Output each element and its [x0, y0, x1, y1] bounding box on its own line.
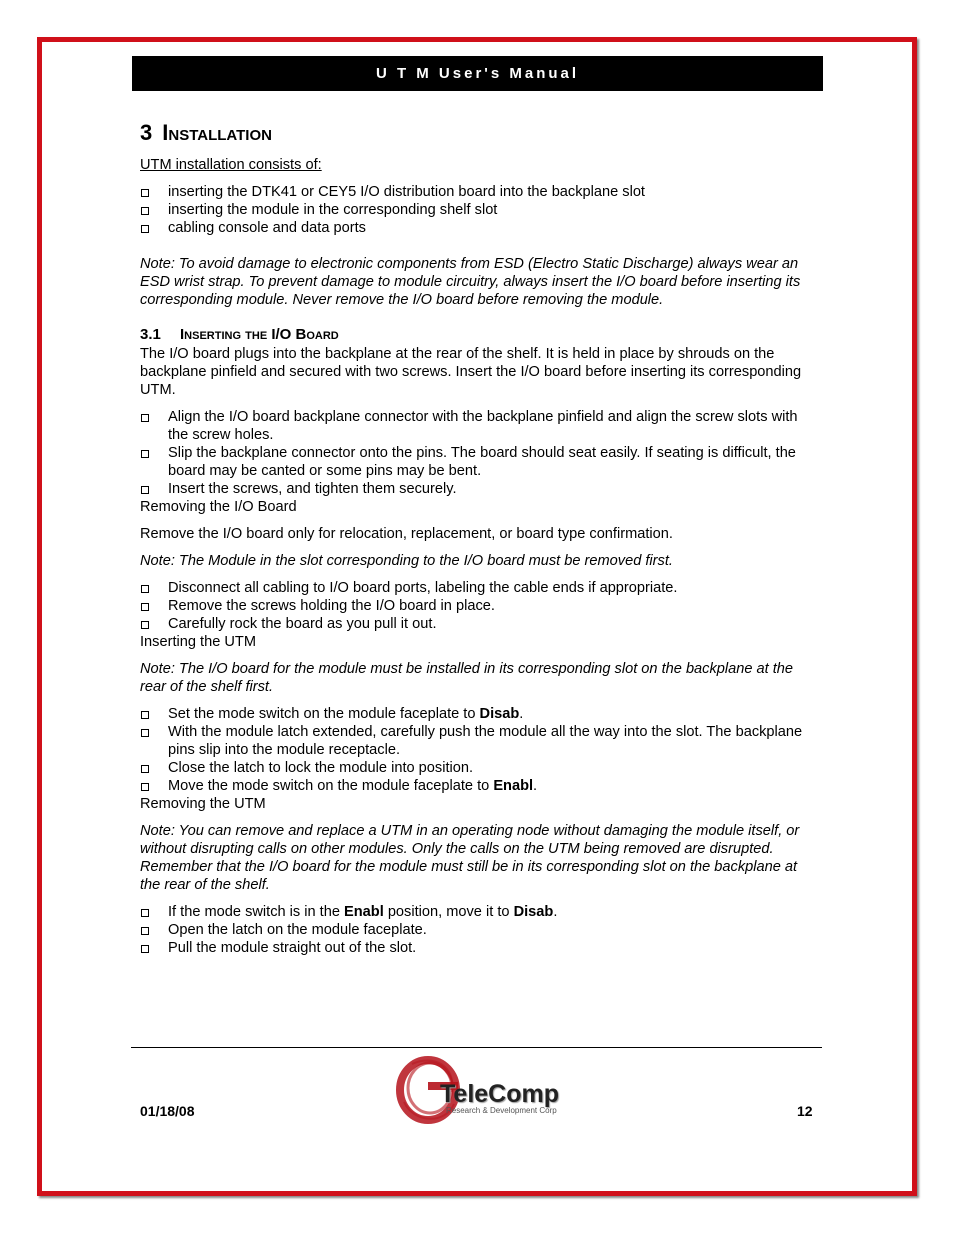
logo-subtitle: Research & Development Corp: [446, 1106, 557, 1115]
section-intro: UTM installation consists of:: [140, 157, 322, 173]
subsection-number: 3.1: [140, 326, 161, 343]
header-title: U T M User's Manual: [375, 65, 580, 82]
list-item: Disconnect all cabling to I/O board ports, labeling the cable ends if appropriate.: [140, 579, 820, 597]
header-bar: [132, 56, 823, 91]
subsection-title: Inserting the I/O Board: [180, 326, 339, 343]
removing-io-text: Remove the I/O board only for relocation, replacement, or board type confirmation.: [140, 526, 673, 542]
list-item: Insert the screws, and tighten them securely.: [140, 480, 820, 498]
section-number: 3: [140, 120, 153, 145]
removing-io-note: Note: The Module in the slot corresponding to the I/O board must be removed first.: [140, 553, 673, 569]
checkbox-bullet-icon: [141, 765, 149, 773]
list-item: Set the mode switch on the module faceplate to Disab.: [140, 705, 820, 723]
list-item: inserting the DTK41 or CEY5 I/O distribution board into the backplane slot: [140, 183, 820, 201]
removing-utm-note: Note: You can remove and replace a UTM in an operating node without damaging the module itself, or without disrupting calls on other modules. Only the calls on the UTM being removed are disrupted. Remember that the I/O board for the module must still be in its corresponding slot on the backplane at the rear of the shelf.: [140, 823, 800, 893]
list-item: Open the latch on the module faceplate.: [140, 921, 820, 939]
checkbox-bullet-icon: [141, 486, 149, 494]
checkbox-bullet-icon: [141, 189, 149, 197]
main-content: [140, 118, 820, 957]
footer-divider: [131, 1047, 822, 1048]
inserting-utm-heading: Inserting the UTM: [140, 634, 256, 650]
inserting-utm-note: Note: The I/O board for the module must be installed in its corresponding slot on the backplane at the rear of the shelf first.: [140, 661, 794, 695]
section-heading: [140, 118, 820, 148]
list-item: inserting the module in the corresponding shelf slot: [140, 201, 820, 219]
list-item: Align the I/O board backplane connector with the backplane pinfield and align the screw slots with the screw holes.: [140, 408, 820, 444]
list-item: Slip the backplane connector onto the pins. The board should seat easily. If seating is difficult, the board may be canted or some pins may be bent.: [140, 444, 820, 480]
checkbox-bullet-icon: [141, 783, 149, 791]
subsection-heading: [140, 325, 820, 345]
io-remove-steps-list: [140, 579, 820, 633]
checkbox-bullet-icon: [141, 450, 149, 458]
page-number: 12: [797, 1103, 813, 1119]
checkbox-bullet-icon: [141, 414, 149, 422]
utm-insert-steps-list: [140, 705, 820, 795]
checkbox-bullet-icon: [141, 729, 149, 737]
install-steps-list: [140, 183, 820, 237]
checkbox-bullet-icon: [141, 207, 149, 215]
list-item: If the mode switch is in the Enabl position, move it to Disab.: [140, 903, 820, 921]
esd-note: Note: To avoid damage to electronic components from ESD (Electro Static Discharge) always wear an ESD wrist strap. To prevent damage to module circuitry, always insert the I/O board before inserting its corresponding module. Never remove the I/O board before removing the module.: [140, 256, 801, 308]
list-item: Move the mode switch on the module faceplate to Enabl.: [140, 777, 820, 795]
subsection-intro: The I/O board plugs into the backplane at the rear of the shelf. It is held in place by shrouds on the backplane pinfield and secured with two screws. Insert the I/O board before inserting its corresponding UTM.: [140, 346, 802, 398]
checkbox-bullet-icon: [141, 621, 149, 629]
checkbox-bullet-icon: [141, 945, 149, 953]
list-item: Remove the screws holding the I/O board in place.: [140, 597, 820, 615]
checkbox-bullet-icon: [141, 225, 149, 233]
list-item: Pull the module straight out of the slot.: [140, 939, 820, 957]
footer-date: 01/18/08: [140, 1103, 195, 1119]
list-item: Carefully rock the board as you pull it out.: [140, 615, 820, 633]
section-title: Installation: [162, 120, 272, 145]
checkbox-bullet-icon: [141, 927, 149, 935]
list-item: With the module latch extended, carefully push the module all the way into the slot. The backplane pins slip into the module receptacle.: [140, 723, 820, 759]
removing-utm-heading: Removing the UTM: [140, 796, 266, 812]
logo-name: TeleComp: [440, 1080, 559, 1108]
checkbox-bullet-icon: [141, 585, 149, 593]
checkbox-bullet-icon: [141, 603, 149, 611]
list-item: Close the latch to lock the module into position.: [140, 759, 820, 777]
list-item: cabling console and data ports: [140, 219, 820, 237]
utm-remove-steps-list: [140, 903, 820, 957]
checkbox-bullet-icon: [141, 711, 149, 719]
removing-io-heading: Removing the I/O Board: [140, 499, 297, 515]
io-insert-steps-list: [140, 408, 820, 498]
checkbox-bullet-icon: [141, 909, 149, 917]
